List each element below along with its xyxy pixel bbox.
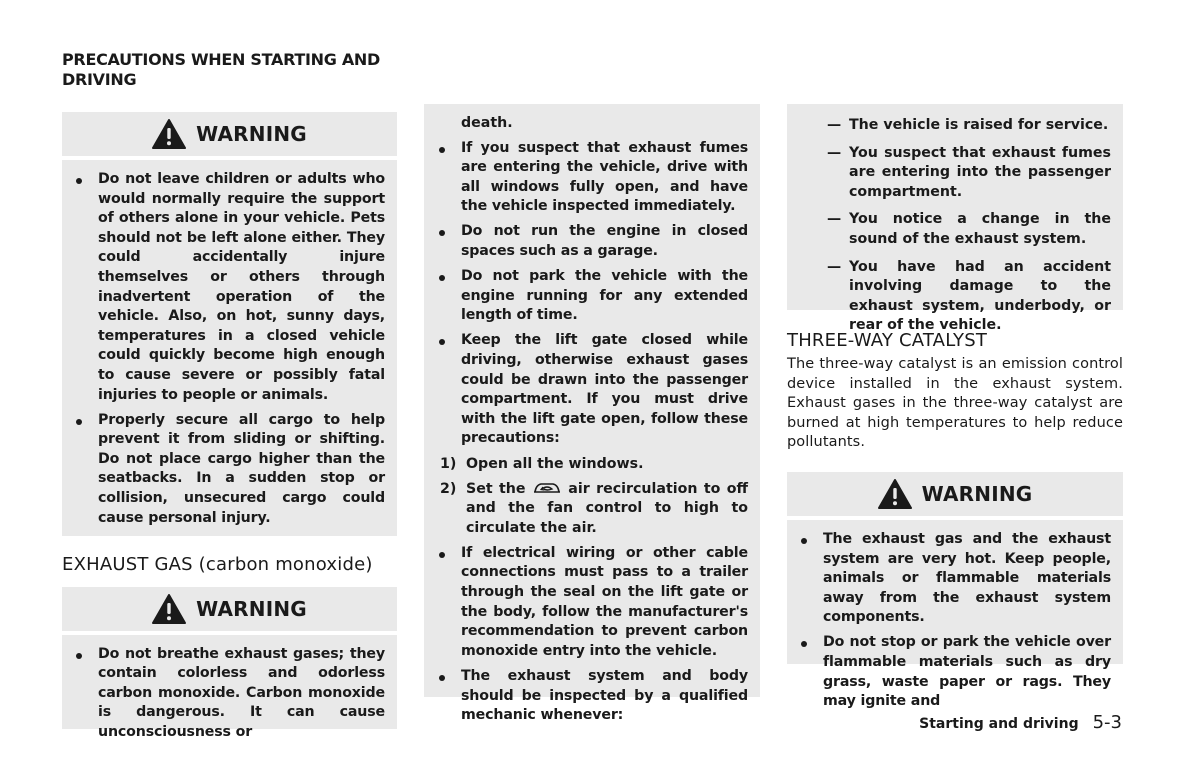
warning-triangle-icon	[152, 594, 186, 624]
warning-triangle-icon	[878, 479, 912, 509]
dash-mark: —	[827, 117, 842, 133]
warning-header	[62, 112, 397, 160]
warning-box-2	[62, 587, 397, 741]
step-item	[440, 480, 748, 539]
page-number: 5-3	[1092, 712, 1122, 733]
warning-header	[62, 587, 397, 635]
dash-item	[787, 258, 1119, 336]
bullet-item: If electrical wiring or other cable connections must pass to a trailer through the seal on the lift gate or the body, follow the manufacturer's recommendation to prevent carbon monoxide entry into the vehicle.	[435, 544, 748, 662]
warning-label: WARNING	[196, 122, 307, 146]
dash-mark: —	[827, 258, 842, 275]
warning-body	[787, 520, 1123, 710]
section-title-exhaust-gas: EXHAUST GAS (carbon monoxide)	[62, 553, 373, 575]
dash-item	[787, 116, 1119, 136]
bullet-item: If you suspect that exhaust fumes are entering the vehicle, drive with all windows fully open, and have the vehicle inspected immediately.	[435, 139, 748, 217]
column-2	[424, 104, 760, 724]
dash-mark: —	[827, 144, 842, 161]
warning-label: WARNING	[921, 481, 1033, 506]
warning-header	[787, 472, 1123, 520]
bullet-item: Do not run the engine in closed spaces such as a garage.	[435, 222, 748, 261]
warning-bullet: Properly secure all cargo to help prevent it from sliding or shifting. Do not place cargo higher than the seatbacks. In a sudden stop or collision, unsecured cargo could cause personal injury.	[72, 411, 385, 529]
step-text: Open all the windows.	[466, 455, 644, 472]
dash-text: The vehicle is raised for service.	[849, 117, 1109, 133]
dash-list-box	[787, 104, 1123, 334]
dash-item	[787, 144, 1119, 203]
footer-section-label: Starting and driving	[919, 716, 1079, 732]
page-footer	[919, 712, 1122, 733]
warning-bullet: Do not breathe exhaust gases; they contain colorless and odorless carbon monoxide. Carbon monoxide is dangerous. It can cause unconsciousness or	[72, 645, 385, 743]
dash-text: You suspect that exhaust fumes are entering into the passenger compartment.	[849, 144, 1111, 200]
dash-item	[787, 210, 1119, 249]
warning-box-3	[787, 472, 1123, 710]
step-number: 2)	[440, 480, 457, 497]
section-body: The three-way catalyst is an emission control device installed in the exhaust system. Exhaust gases in the three-way catalyst are burned at high temperatures to help reduce pollutants.	[787, 356, 1123, 451]
step-text-pre: Set the	[466, 480, 526, 497]
section-title-three-way-catalyst: THREE-WAY CATALYST	[787, 330, 988, 351]
warning-label: WARNING	[196, 596, 307, 621]
column-3	[787, 104, 1123, 710]
warning-triangle-icon	[152, 119, 186, 149]
dash-text: You notice a change in the sound of the exhaust system.	[849, 211, 1111, 247]
bullet-item: Keep the lift gate closed while driving, otherwise exhaust gases could be drawn into the passenger compartment. If you must drive with the lift gate open, follow these precautions:	[435, 331, 748, 449]
step-number: 1)	[440, 455, 457, 472]
air-recirculation-icon	[532, 480, 562, 496]
warning-box-1	[62, 112, 397, 536]
step-item	[440, 455, 748, 475]
bullet-item: The exhaust system and body should be inspected by a qualified mechanic whenever:	[435, 667, 748, 726]
continuation-text: death.	[461, 115, 513, 131]
warning-body	[62, 635, 397, 741]
dash-mark: —	[827, 211, 842, 228]
page-title: PRECAUTIONS WHEN STARTING AND DRIVING	[62, 50, 380, 89]
warning-bullet: Do not stop or park the vehicle over flammable materials such as dry grass, waste paper or rags. They may ignite and	[797, 633, 1111, 711]
bullet-item: Do not park the vehicle with the engine running for any extended length of time.	[435, 267, 748, 326]
step-text-post: air recirculation to off and the fan control to high to circulate the air.	[466, 480, 748, 536]
warning-bullet: The exhaust gas and the exhaust system are very hot. Keep people, animals or flammable materials away from the exhaust system components.	[797, 530, 1111, 628]
warning-body	[62, 160, 397, 536]
dash-text: You have had an accident involving damage to the exhaust system, underbody, or rear of the vehicle.	[849, 258, 1111, 334]
warning-bullet: Do not leave children or adults who would normally require the support of others alone in your vehicle. Pets should not be left alone either. They could accidentally injure themselves or others through inadvertent operation of the vehicle. Also, on hot, sunny days, temperatures in a closed vehicle could quickly become high enough to cause severe or possibly fatal injuries to people or animals.	[72, 170, 385, 405]
column-1	[62, 112, 397, 741]
